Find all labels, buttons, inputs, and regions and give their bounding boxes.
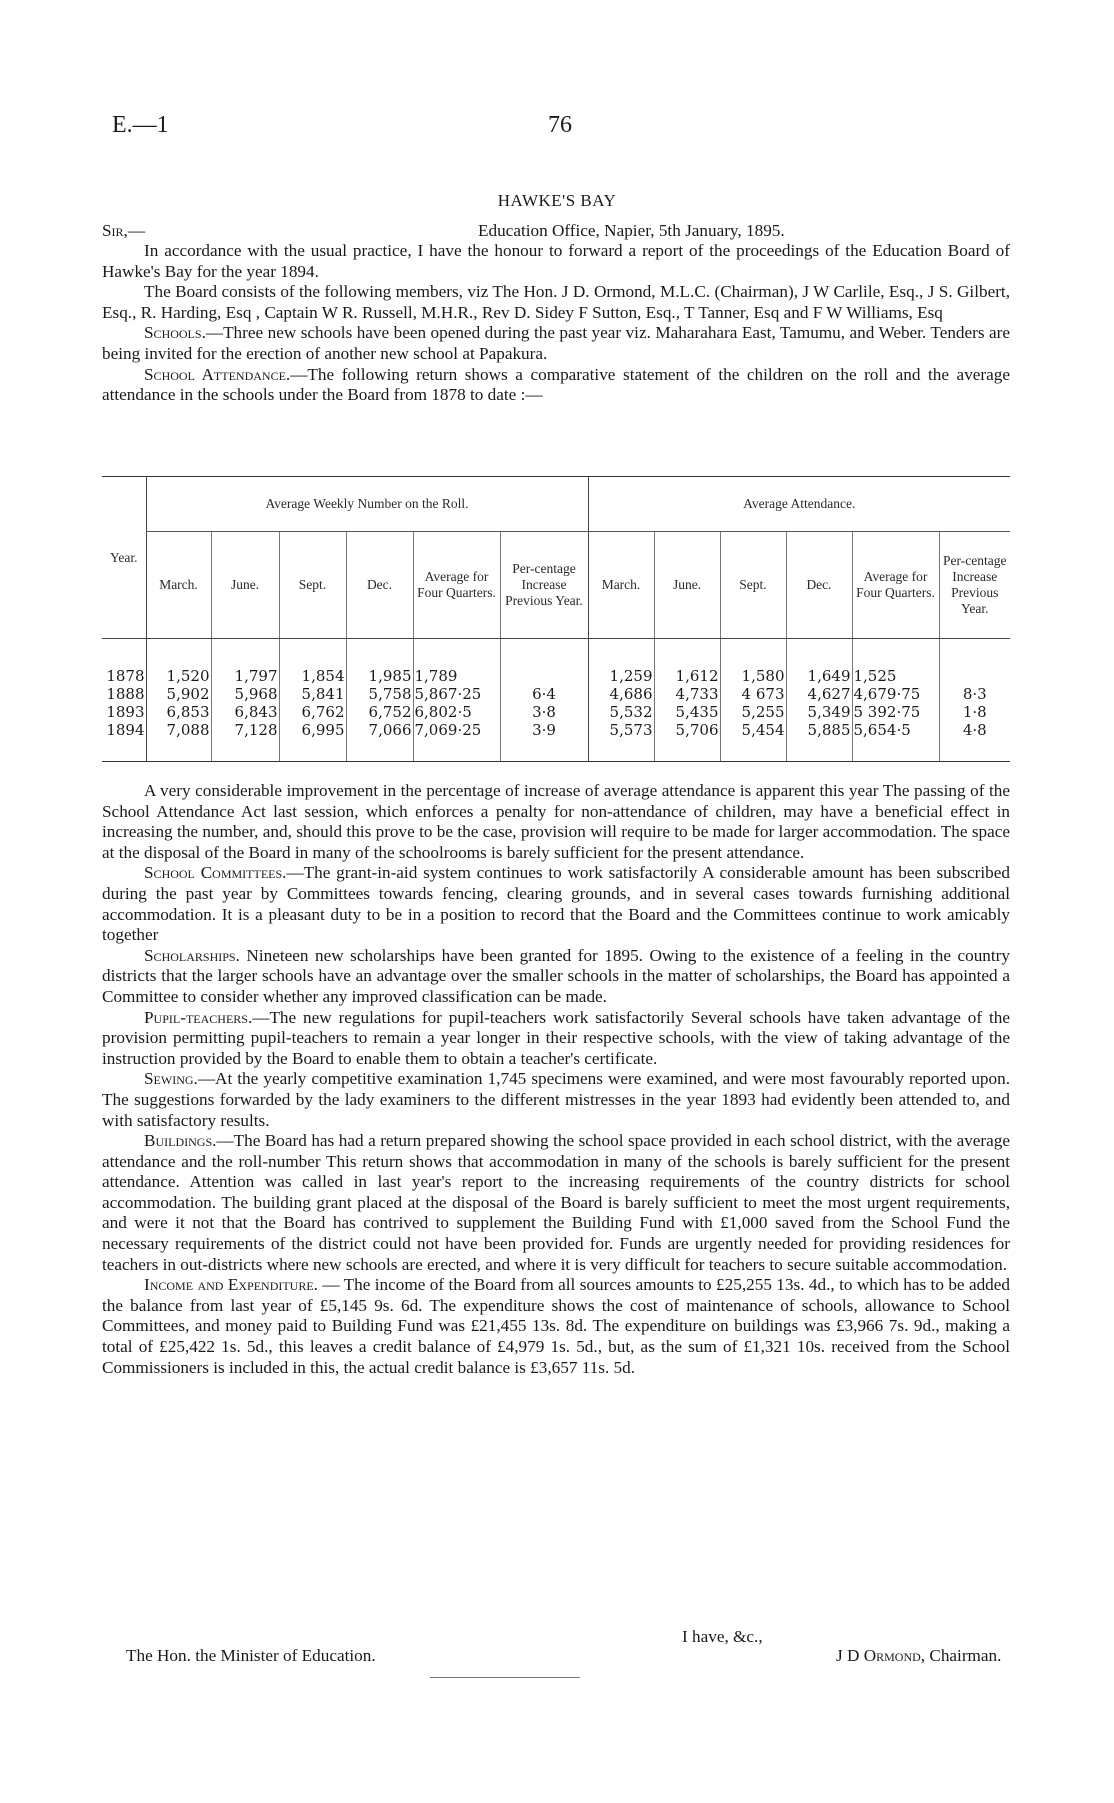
roll-cell: 6·4 <box>500 685 588 703</box>
buildings-paragraph: Buildings.—The Board has had a return prepared showing the school space provided in each school district, with the average attendance and the roll-number This return shows that accommodation in many of the schools is barely sufficient for the present attendance. Attention was called in last year's report to the increasing requirements of the country districts for school accommodation. The building grant placed at the disposal of the Board is barely sufficient to meet the most urgent requirements, and were it not that the Board has contrived to supplement the Building Fund with £1,000 saved from the School Fund the necessary requirements of the district could not have been provided for. Funds are urgently needed for providing residences for teachers in out-districts where new schools are erected, and where it is very difficult for teachers to secure suitable accommodation. <box>102 1131 1010 1274</box>
attendance-cell: 5,573 <box>588 721 654 739</box>
col-dec: Dec. <box>786 532 852 639</box>
roll-cell: 6,995 <box>279 721 346 739</box>
attendance-cell: 5,532 <box>588 703 654 721</box>
sewing-heading: Sewing. <box>144 1069 198 1089</box>
attendance-cell: 4·8 <box>939 721 1010 739</box>
col-percentage: Per-centage Increase Previous Year. <box>500 532 588 639</box>
signatory-title: , Chairman. <box>920 1646 1002 1665</box>
scholarships-heading: Scholarships. <box>144 945 240 965</box>
year-cell: 1888 <box>106 685 145 703</box>
table-row <box>102 721 1010 739</box>
roll-cell <box>500 667 588 685</box>
roll-cell: 5,968 <box>211 685 279 703</box>
year-cell: 1894 <box>106 721 145 739</box>
col-percentage: Per-centage Increase Previous Year. <box>939 532 1010 639</box>
roll-cell: 7,128 <box>211 721 279 739</box>
section-title: HAWKE'S BAY <box>497 191 617 210</box>
intro-section <box>102 241 1010 406</box>
closing: I have, &c., <box>682 1627 763 1646</box>
roll-cell: 1,789 <box>413 667 500 685</box>
attendance-cell: 5,885 <box>786 721 852 739</box>
roll-cell: 6,853 <box>146 703 211 721</box>
improvement-paragraph: A very considerable improvement in the percentage of increase of average attendance is apparent this year The passing of the School Attendance Act last session, which enforces a penalty for non-attendance of children, may have a beneficial effect in increasing the number, and, should this prove to be the case, provision will require to be made for larger accommodation. The space at the disposal of the Board in many of the schoolrooms is barely sufficient for the present attendance. <box>102 781 1010 862</box>
scholarships-paragraph: Scholarships. Nineteen new scholarships have been granted for 1895. Owing to the existence of a feeling in the country districts that the larger schools have an advantage over the smaller schools in the matter of scholarships, the Board has appointed a Committee to consider whether any improved classification can be made. <box>102 945 1010 1006</box>
schools-heading: Schools. <box>144 323 206 343</box>
attendance-cell: 4,733 <box>654 685 720 703</box>
attendance-cell: 5,255 <box>720 703 786 721</box>
attendance-cell <box>939 667 1010 685</box>
roll-cell: 5,867·25 <box>413 685 500 703</box>
roll-cell: 3·8 <box>500 703 588 721</box>
roll-cell: 1,985 <box>346 667 413 685</box>
attendance-group-header: Average Attendance. <box>588 477 1010 532</box>
attendance-cell: 1,612 <box>654 667 720 685</box>
attendance-cell: 4,627 <box>786 685 852 703</box>
roll-cell: 1,854 <box>279 667 346 685</box>
attendance-cell: 1,259 <box>588 667 654 685</box>
table-row <box>102 667 1010 685</box>
roll-cell: 7,069·25 <box>413 721 500 739</box>
table-row <box>102 703 1010 721</box>
intro-paragraph: In accordance with the usual practice, I have the honour to forward a report of the proceedings of the Education Board of Hawke's Bay for the year 1894. <box>102 241 1010 281</box>
page-header <box>112 112 1012 142</box>
attendance-cell: 5,654·5 <box>852 721 939 739</box>
attendance-cell: 5,454 <box>720 721 786 739</box>
schools-paragraph: Schools.—Three new schools have been opened during the past year viz. Maharahara East, Tamumu, and Weber. Tenders are being invited for the erection of another new school at Papakura. <box>102 323 1010 363</box>
col-average: Average for Four Quarters. <box>852 532 939 639</box>
col-sept: Sept. <box>720 532 786 639</box>
signature <box>836 1646 1001 1666</box>
roll-group-header: Average Weekly Number on the Roll. <box>146 477 588 532</box>
year-cell: 1878 <box>106 667 145 685</box>
col-dec: Dec. <box>346 532 413 639</box>
pupil-teachers-paragraph: Pupil-teachers.—The new regulations for pupil-teachers work satisfactorily Several schools have taken advantage of the provision permitting pupil-teachers to remain a year longer in their respective schools, with the view of taking advantage of the instruction provided by the Board to enable them to obtain a teacher's certificate. <box>102 1007 1010 1068</box>
page-number: 76 <box>548 112 572 138</box>
roll-cell: 6,843 <box>211 703 279 721</box>
pupil-teachers-heading: Pupil-teachers. <box>144 1007 253 1027</box>
buildings-heading: Buildings. <box>144 1131 217 1151</box>
col-march: March. <box>588 532 654 639</box>
board-members-paragraph: The Board consists of the following members, viz The Hon. J D. Ormond, M.L.C. (Chairman), J W Carlile, Esq., J S. Gilbert, Esq., R. Harding, Esq , Captain W R. Russell, M.H.R., Rev D. Sidey F Sutton, Esq., T Tanner, Esq and F W Williams, Esq <box>102 282 1010 322</box>
attendance-cell: 1,525 <box>852 667 939 685</box>
addressee: The Hon. the Minister of Education. <box>126 1646 376 1665</box>
table-row <box>102 685 1010 703</box>
attendance-cell: 5 392·75 <box>852 703 939 721</box>
attendance-cell: 1,580 <box>720 667 786 685</box>
attendance-cell: 8·3 <box>939 685 1010 703</box>
salutation: Sir,— <box>102 221 146 240</box>
roll-cell: 5,902 <box>146 685 211 703</box>
roll-cell: 3·9 <box>500 721 588 739</box>
address-date: Education Office, Napier, 5th January, 1895. <box>478 221 785 240</box>
roll-cell: 7,088 <box>146 721 211 739</box>
signatory-name: J D Ormond <box>836 1646 921 1665</box>
attendance-cell: 5,349 <box>786 703 852 721</box>
footer-divider <box>430 1677 580 1678</box>
roll-cell: 5,841 <box>279 685 346 703</box>
col-march: March. <box>146 532 211 639</box>
income-heading: Income and Expenditure. <box>144 1275 318 1295</box>
report-body <box>102 781 1010 1378</box>
sewing-paragraph: Sewing.—At the yearly competitive examination 1,745 specimens were examined, and were most favourably reported upon. The suggestions forwarded by the lady examiners to the different mistresses in the year 1893 had evidently been attended to, and with satisfactory results. <box>102 1069 1010 1130</box>
col-june: June. <box>654 532 720 639</box>
year-header: Year. <box>102 477 146 639</box>
attendance-cell: 1,649 <box>786 667 852 685</box>
table-body <box>102 667 1010 739</box>
col-june: June. <box>211 532 279 639</box>
roll-cell: 6,802·5 <box>413 703 500 721</box>
roll-cell: 6,762 <box>279 703 346 721</box>
attendance-cell: 5,706 <box>654 721 720 739</box>
attendance-table <box>102 476 1010 762</box>
income-paragraph: Income and Expenditure. — The income of the Board from all sources amounts to £25,255 13s. 4d., to which has to be added the balance from last year of £5,145 9s. 6d. The expenditure shows the cost of maintenance of schools, allowance to School Committees, and money paid to Building Fund was £21,455 13s. 8d. The expenditure on buildings was £3,966 7s. 9d., making a total of £25,422 1s. 5d., this leaves a credit balance of £4,979 1s. 5d., but, as the sum of £1,321 10s. received from the School Commissioners is included in this, the actual credit balance is £3,657 11s. 5d. <box>102 1275 1010 1377</box>
attendance-cell: 5,435 <box>654 703 720 721</box>
attendance-cell: 1·8 <box>939 703 1010 721</box>
document-reference: E.—1 <box>112 112 169 138</box>
roll-cell: 5,758 <box>346 685 413 703</box>
roll-cell: 7,066 <box>346 721 413 739</box>
col-sept: Sept. <box>279 532 346 639</box>
attendance-heading: School Attendance. <box>144 364 291 384</box>
committees-heading: School Committees. <box>144 863 287 883</box>
attendance-paragraph: School Attendance.—The following return shows a comparative statement of the children on the roll and the average attendance in the schools under the Board from 1878 to date :— <box>102 364 1010 405</box>
committees-paragraph: School Committees.—The grant-in-aid system continues to work satisfactorily A considerable amount has been subscribed during the past year by Committees towards fencing, clearing grounds, and in several cases towards furnishing additional accommodation. It is a pleasant duty to be in a position to record that the Board and the Committees continue to work amicably together <box>102 863 1010 945</box>
col-average: Average for Four Quarters. <box>413 532 500 639</box>
attendance-cell: 4,679·75 <box>852 685 939 703</box>
attendance-cell: 4 673 <box>720 685 786 703</box>
roll-cell: 1,520 <box>146 667 211 685</box>
year-cell: 1893 <box>106 703 145 721</box>
attendance-cell: 4,686 <box>588 685 654 703</box>
roll-cell: 6,752 <box>346 703 413 721</box>
roll-cell: 1,797 <box>211 667 279 685</box>
